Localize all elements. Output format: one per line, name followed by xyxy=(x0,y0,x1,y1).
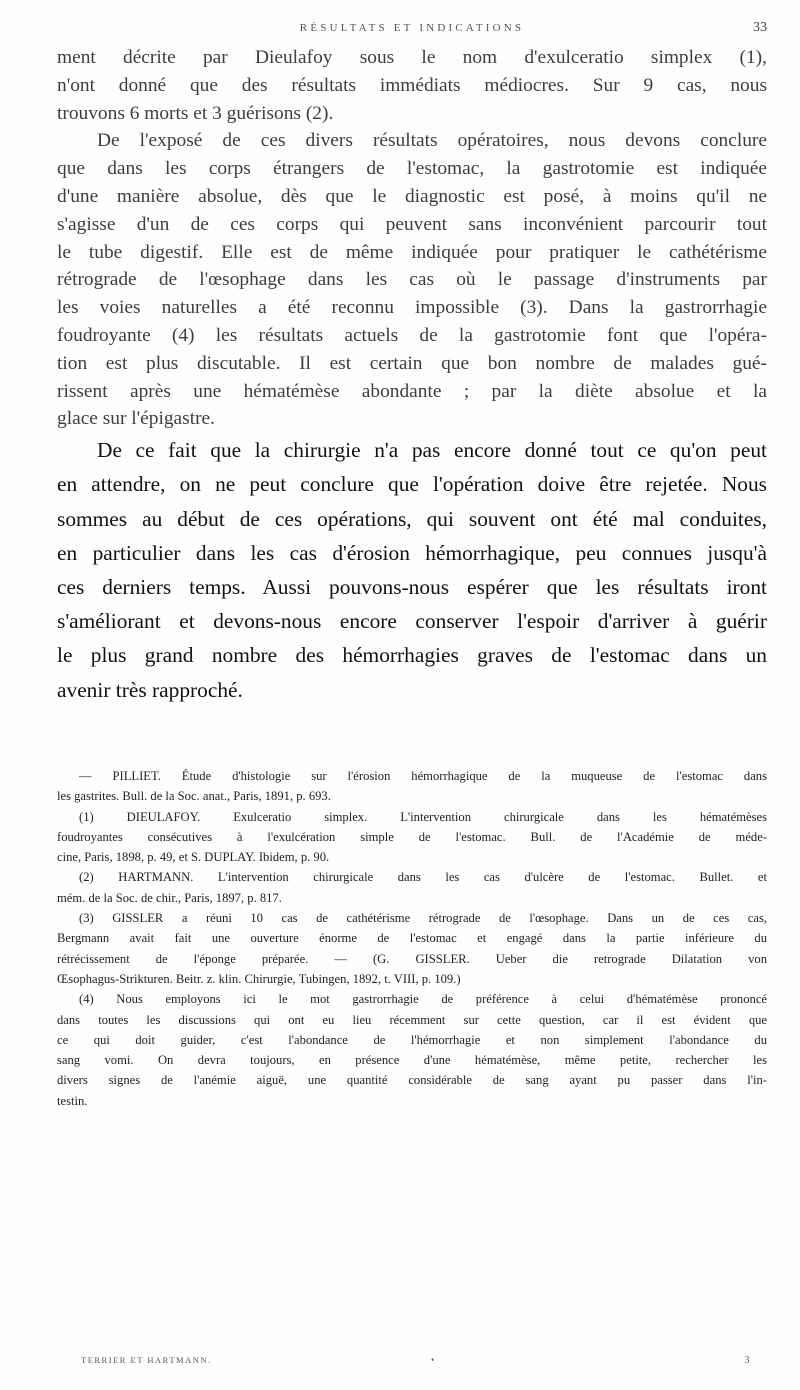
page-header xyxy=(57,22,767,42)
footnote-4 xyxy=(57,989,767,1111)
text-line: le tube digestif. Elle est de même indiquée pour pratiquer le cathétérisme xyxy=(57,241,767,263)
footnote-2 xyxy=(57,867,767,908)
footnote-line: sang vomi. On devra toujours, en présence d'une hématémèse, même petite, rechercher les xyxy=(57,1053,767,1068)
text-line: en particulier dans les cas d'érosion hémorrhagique, peu connues jusqu'à xyxy=(57,540,767,565)
text-line: s'agisse d'un de ces corps qui peuvent sans inconvénient parcourir tout xyxy=(57,213,767,235)
footnote-line: divers signes de l'anémie aiguë, une quantité considérable de sang ayant pu passer dans l'in- xyxy=(57,1073,767,1088)
footnote-line: — PILLIET. Étude d'histologie sur l'érosion hémorrhagique de la muqueuse de l'estomac dans xyxy=(79,769,767,783)
text-line: les voies naturelles a été reconnu impossible (3). Dans la gastrorrhagie xyxy=(57,297,767,319)
footnote-line: Bergmann avait fait une ouverture énorme de l'estomac et engagé dans la partie inférieure du xyxy=(57,931,767,946)
paragraph-1 xyxy=(57,44,767,127)
footnote-line: les gastrites. Bull. de la Soc. anat., Paris, 1891, p. 693. xyxy=(57,789,331,804)
text-line: le plus grand nombre des hémorrhagies graves de l'estomac dans un xyxy=(57,643,767,668)
text-line: De l'exposé de ces divers résultats opératoires, nous devons conclure xyxy=(97,130,767,152)
page-footer xyxy=(81,1355,751,1369)
text-line: ces derniers temps. Aussi pouvons-nous espérer que les résultats iront xyxy=(57,574,767,599)
footnote-line: dans toutes les discussions qui ont eu lieu récemment sur cette question, car il est évident que xyxy=(57,1012,767,1027)
text-line: ment décrite par Dieulafoy sous le nom d'exulceratio simplex (1), xyxy=(57,47,767,68)
main-text xyxy=(57,44,767,707)
footnote-line: ce qui doit guider, c'est l'abondance de l'hémorrhagie et non simplement l'abondance du xyxy=(57,1032,767,1047)
footnote-line: Œsophagus-Strikturen. Beitr. z. klin. Chirurgie, Tubingen, 1892, t. VIII, p. 109.) xyxy=(57,971,461,986)
printer-credit: TERRIER ET HARTMANN. xyxy=(81,1355,212,1365)
footnote-line: (3) GISSLER a réuni 10 cas de cathétérisme rétrograde de l'œsophage. Dans un de ces cas, xyxy=(79,911,767,926)
text-line: trouvons 6 morts et 3 guérisons (2). xyxy=(57,102,334,124)
footnote-line: (2) HARTMANN. L'intervention chirurgicale dans les cas d'ulcère de l'estomac. Bullet. et xyxy=(79,870,767,885)
footnote-line: (1) DIEULAFOY. Exulceratio simplex. L'intervention chirurgicale dans les hématémèses xyxy=(79,809,767,824)
text-line: rissent après une hématémèse abondante ; par la diète absolue et la xyxy=(57,380,767,402)
running-title: RÉSULTATS ET INDICATIONS xyxy=(299,22,525,34)
footnotes xyxy=(57,766,767,1111)
text-line: s'améliorant et devons-nous encore conserver l'espoir d'arriver à guérir xyxy=(57,609,767,634)
text-line: sommes au début de ces opérations, qui souvent ont été mal conduites, xyxy=(57,506,767,531)
text-line: avenir très rapproché. xyxy=(57,677,243,702)
paragraph-3 xyxy=(57,433,767,707)
paragraph-2 xyxy=(57,127,767,433)
text-line: tion est plus discutable. Il est certain que bon nombre de malades gué- xyxy=(57,352,767,374)
text-line: d'une manière absolue, dès que le diagnostic est posé, à moins qu'il ne xyxy=(57,185,767,207)
text-line: que dans les corps étrangers de l'estomac, la gastrotomie est indiquée xyxy=(57,158,767,180)
signature-mark: 3 xyxy=(744,1355,751,1366)
footnote-1 xyxy=(57,807,767,868)
text-line: en attendre, on ne peut conclure que l'opération doive être rejetée. Nous xyxy=(57,472,767,497)
text-line: glace sur l'épigastre. xyxy=(57,408,216,430)
footnote-line: (4) Nous employons ici le mot gastrorrhagie de préférence à celui d'hématémèse prononcé xyxy=(79,992,767,1007)
footnote-line: cine, Paris, 1898, p. 49, et S. DUPLAY. Ibidem, p. 90. xyxy=(57,850,330,865)
footer-mark: • xyxy=(431,1355,436,1365)
text-line: foudroyante (4) les résultats actuels de la gastrotomie font que l'opéra- xyxy=(57,324,767,346)
page-number: 33 xyxy=(753,20,767,35)
footnote-line: rétrécissement de l'éponge préparée. — (G. GISSLER. Ueber die retrograde Dilatation von xyxy=(57,951,767,966)
footnote-line: testin. xyxy=(57,1093,88,1108)
text-line: rétrograde de l'œsophage dans les cas où le passage d'instruments par xyxy=(57,269,767,291)
footnote-line: foudroyantes consécutives à l'exulcération simple de l'estomac. Bull. de l'Académie de méde- xyxy=(57,829,767,844)
footnote-line: mém. de la Soc. de chir., Paris, 1897, p. 817. xyxy=(57,890,282,905)
footnote-3 xyxy=(57,908,767,989)
text-line: De ce fait que la chirurgie n'a pas encore donné tout ce qu'on peut xyxy=(97,438,767,463)
text-line: n'ont donné que des résultats immédiats médiocres. Sur 9 cas, nous xyxy=(57,74,767,96)
footnote-pilliet xyxy=(57,766,767,807)
